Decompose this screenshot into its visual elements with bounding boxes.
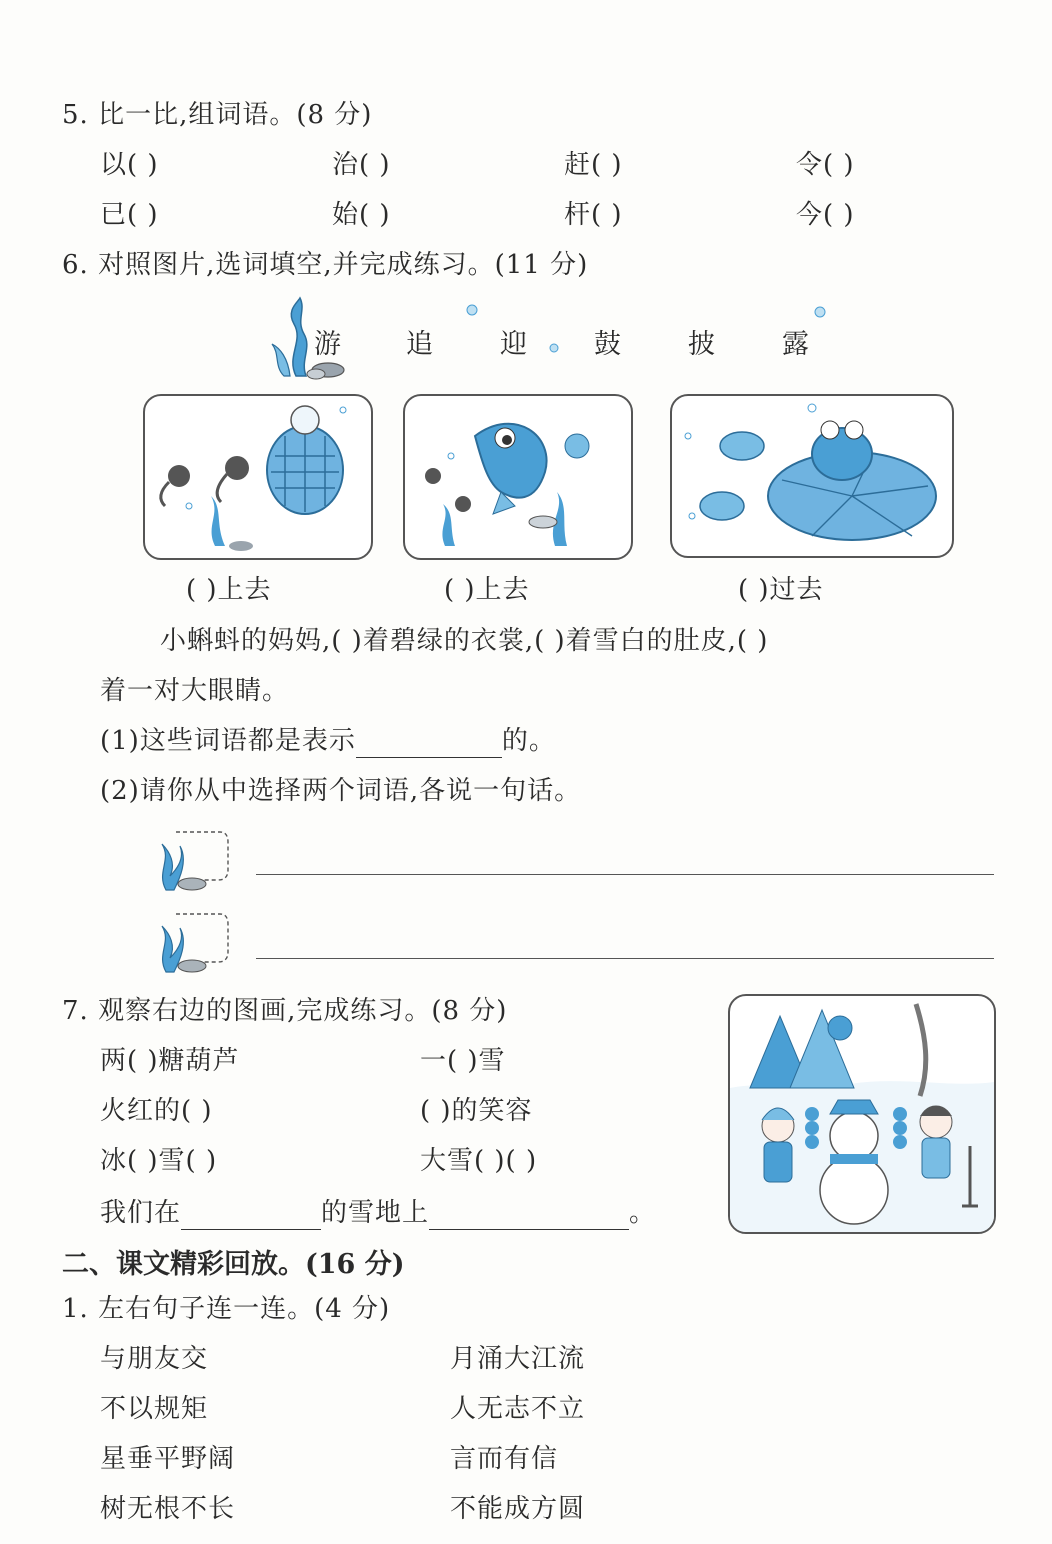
- word-bank-pi: 披: [688, 329, 717, 360]
- match-left-3[interactable]: 星垂平野阔: [100, 1444, 236, 1474]
- picture-fish: [403, 394, 633, 560]
- picture-tadpoles-turtle: [143, 394, 373, 560]
- q7-row4-prefix: 我们在: [100, 1198, 182, 1228]
- match-right-3[interactable]: 言而有信: [450, 1444, 559, 1474]
- word-bank-you: 游: [314, 329, 343, 360]
- q7-row3-left: 冰( )雪( ): [100, 1146, 218, 1176]
- q7-row4-middle: 的雪地上: [321, 1198, 430, 1228]
- word-bank-gu: 鼓: [594, 329, 623, 360]
- q6-title: 6. 对照图片,选词填空,并完成练习。(11 分): [62, 250, 589, 280]
- q5-item-shi: 始( ): [332, 200, 391, 230]
- q5-item-jin: 今( ): [796, 200, 855, 230]
- q7-title: 7. 观察右边的图画,完成练习。(8 分): [62, 996, 508, 1026]
- q7-row4-blank2[interactable]: [429, 1201, 629, 1230]
- q7-row1-right: 一( )雪: [420, 1046, 506, 1076]
- caption-picture-3: ( )过去: [738, 575, 824, 605]
- picture-frogs-lotus: [670, 394, 954, 558]
- q7-row2-right: ( )的笑容: [420, 1096, 533, 1126]
- part2-q1-title: 1. 左右句子连一连。(4 分): [62, 1294, 391, 1324]
- match-left-1[interactable]: 与朋友交: [100, 1344, 209, 1374]
- q5-item-ling: 令( ): [796, 150, 855, 180]
- bubbles-decoration: [460, 300, 830, 360]
- answer-line-2[interactable]: [256, 958, 994, 959]
- q5-title: 5. 比一比,组词语。(8 分): [62, 100, 373, 130]
- caption-picture-2: ( )上去: [444, 575, 530, 605]
- q7-row3-right: 大雪( )( ): [420, 1146, 538, 1176]
- q5-item-zhi: 治( ): [332, 150, 391, 180]
- q7-row4: [100, 1196, 656, 1230]
- seaweed-bullet-icon: [140, 826, 232, 892]
- match-left-2[interactable]: 不以规矩: [100, 1394, 209, 1424]
- q5-item-gan2: 杆( ): [564, 200, 623, 230]
- q6-sub1: [100, 724, 556, 758]
- match-left-4[interactable]: 树无根不长: [100, 1494, 236, 1524]
- q7-row4-blank1[interactable]: [181, 1201, 321, 1230]
- q7-row4-end: 。: [629, 1198, 657, 1228]
- seaweed-bullet-icon: [140, 908, 232, 974]
- picture-snow-scene: [728, 994, 996, 1234]
- q5-item-gan: 赶( ): [564, 150, 623, 180]
- q6-sentence-line1: 小蝌蚪的妈妈,( )着碧绿的衣裳,( )着雪白的肚皮,( ): [160, 626, 769, 656]
- q6-sub1-prefix: (1)这些词语都是表示: [100, 726, 356, 756]
- q7-row1-left: 两( )糖葫芦: [100, 1046, 240, 1076]
- part2-title: 二、课文精彩回放。(16 分): [62, 1249, 405, 1280]
- match-right-4[interactable]: 不能成方圆: [450, 1494, 586, 1524]
- match-right-1[interactable]: 月涌大江流: [450, 1344, 586, 1374]
- q6-sub1-suffix: 的。: [501, 726, 556, 756]
- q7-row2-left: 火红的( ): [100, 1096, 213, 1126]
- caption-picture-1: ( )上去: [186, 575, 272, 605]
- answer-line-1[interactable]: [256, 874, 994, 875]
- q6-sub1-blank[interactable]: [356, 729, 502, 758]
- match-right-2[interactable]: 人无志不立: [450, 1394, 586, 1424]
- q6-sub2: (2)请你从中选择两个词语,各说一句话。: [100, 776, 582, 806]
- q5-item-yi2: 已( ): [100, 200, 159, 230]
- word-bank-zhui: 追: [406, 329, 435, 360]
- q5-item-yi: 以( ): [100, 150, 159, 180]
- word-bank-ying: 迎: [500, 329, 529, 360]
- word-bank-lu: 露: [782, 329, 811, 360]
- q6-sentence-line2: 着一对大眼睛。: [100, 676, 290, 706]
